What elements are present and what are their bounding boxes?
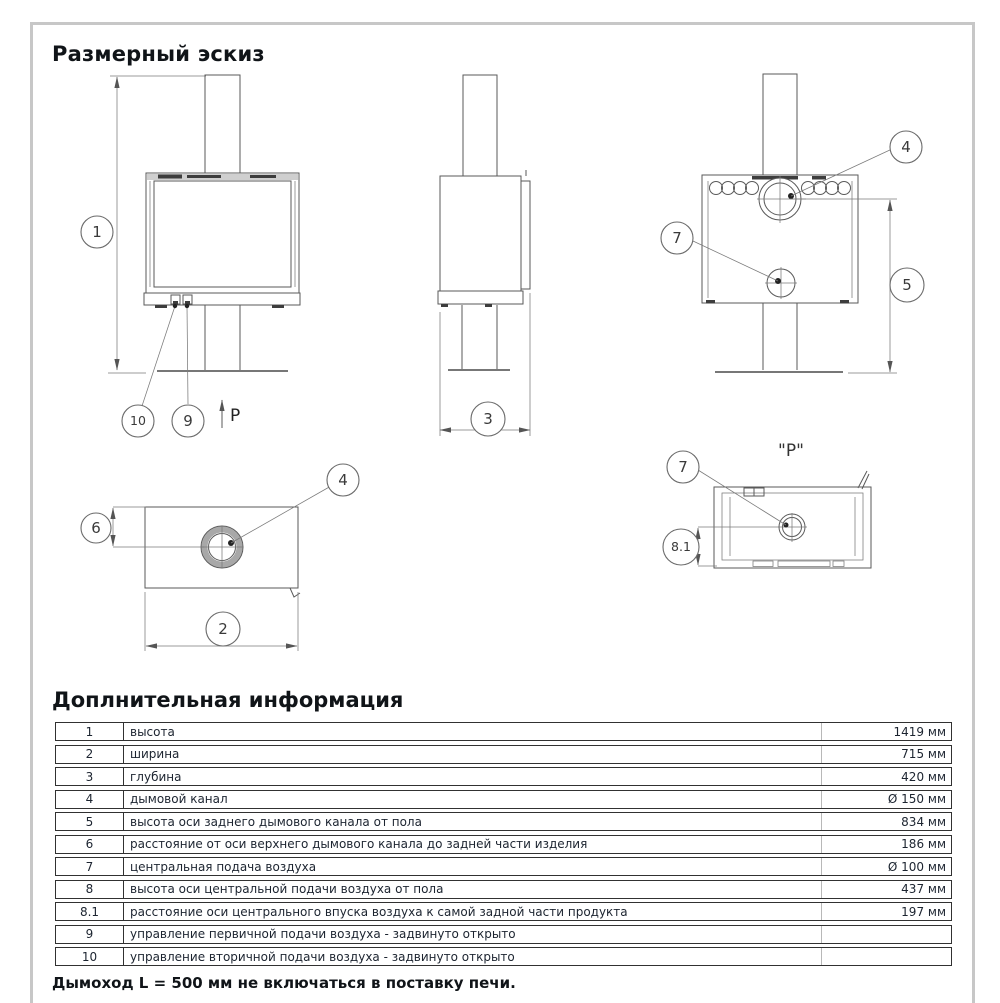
row-number: 8.1 <box>56 903 124 920</box>
callout-10-label: 10 <box>130 413 146 428</box>
row-description: глубина <box>130 769 182 784</box>
row-value: 437 мм <box>821 881 951 898</box>
table-row <box>55 947 952 966</box>
table-row <box>55 925 952 944</box>
row-description: управление первичной подачи воздуха - задвинуто открыто <box>130 927 516 941</box>
row-description: дымовой канал <box>130 792 228 806</box>
row-value <box>821 948 951 965</box>
row-description: высота <box>130 724 175 739</box>
callout-6-label: 6 <box>91 519 101 537</box>
view-p-title: "P" <box>778 441 804 461</box>
table-row <box>55 790 952 809</box>
table-row <box>55 722 952 741</box>
row-description: высота оси заднего дымового канала от пола <box>130 814 422 829</box>
chimney-footnote: Дымоход L = 500 мм не включаться в поставку печи. <box>52 974 516 992</box>
table-row <box>55 835 952 854</box>
info-table <box>55 722 952 970</box>
info-section-title: Доплнительная информация <box>52 688 404 712</box>
row-description: ширина <box>130 747 180 761</box>
row-description: расстояние от оси верхнего дымового канала до задней части изделия <box>130 837 588 851</box>
row-description: управление вторичной подачи воздуха - задвинуто открыто <box>130 949 515 964</box>
row-number: 6 <box>56 836 124 853</box>
page-title: Размерный эскиз <box>52 42 265 66</box>
row-description: высота оси центральной подачи воздуха от пола <box>130 882 444 896</box>
table-row <box>55 880 952 899</box>
view-p <box>663 441 871 568</box>
table-row <box>55 812 952 831</box>
row-number: 5 <box>56 813 124 830</box>
row-value: 186 мм <box>821 836 951 853</box>
row-number: 10 <box>56 948 124 965</box>
callout-9-label: 9 <box>183 412 193 430</box>
rear-view <box>661 74 924 373</box>
callout-4-top-label: 4 <box>338 471 348 489</box>
table-row <box>55 767 952 786</box>
callout-4-label: 4 <box>901 138 911 156</box>
callout-5-label: 5 <box>902 276 912 294</box>
front-view <box>81 75 300 437</box>
row-value: Ø 100 мм <box>821 858 951 875</box>
table-row <box>55 902 952 921</box>
row-number: 4 <box>56 791 124 808</box>
row-number: 2 <box>56 746 124 763</box>
row-value: 1419 мм <box>821 723 951 740</box>
table-row <box>55 745 952 764</box>
row-value: 834 мм <box>821 813 951 830</box>
callout-3-label: 3 <box>483 410 493 428</box>
row-number: 9 <box>56 926 124 943</box>
callout-1-label: 1 <box>92 223 102 241</box>
row-value: Ø 150 мм <box>821 791 951 808</box>
row-description: центральная подача воздуха <box>130 859 317 874</box>
row-value: 715 мм <box>821 746 951 763</box>
direction-arrow-label: P <box>230 406 241 426</box>
row-value: 197 мм <box>821 903 951 920</box>
row-number: 1 <box>56 723 124 740</box>
callout-2-label: 2 <box>218 620 228 638</box>
row-value <box>821 926 951 943</box>
side-view <box>438 75 530 436</box>
row-description: расстояние оси центрального впуска воздуха к самой задной части продукта <box>130 904 628 919</box>
row-value: 420 мм <box>821 768 951 785</box>
callout-8-1-label: 8.1 <box>671 539 691 554</box>
top-view <box>81 464 359 651</box>
callout-7-bottom-label: 7 <box>678 458 688 476</box>
table-row <box>55 857 952 876</box>
row-number: 3 <box>56 768 124 785</box>
row-number: 8 <box>56 881 124 898</box>
row-number: 7 <box>56 858 124 875</box>
callout-7-label: 7 <box>672 229 682 247</box>
